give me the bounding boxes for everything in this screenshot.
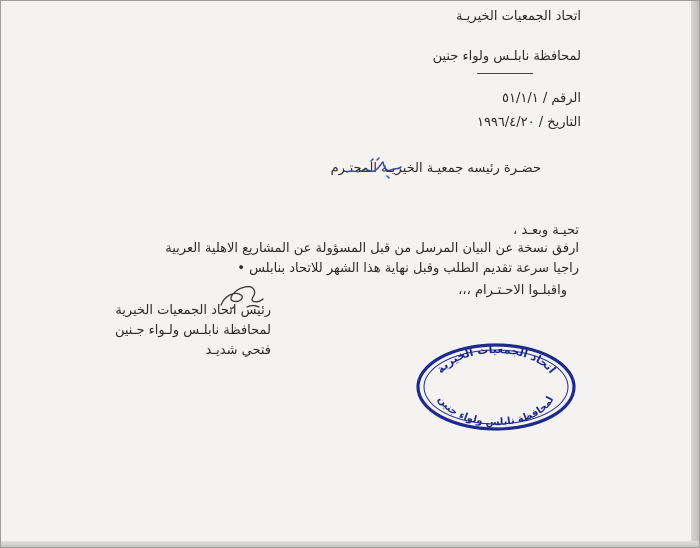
header-governorate: لمحافظة نابلـس ولواء جنين [432, 49, 581, 64]
official-stamp [415, 341, 577, 431]
signatory-name: فتحي شديـد [205, 343, 271, 358]
reference-date: التاريخ / ١٩٩٦/٤/٢٠ [476, 115, 581, 130]
salutation-line: حضـرة رئيسه جمعيـة الخيريـة المحتـرم [330, 161, 541, 176]
greeting-line: تحيـة وبعـد ، [513, 223, 579, 238]
body-line-2: راجيا سرعة تقديم الطلب وقبل نهاية هذا الشهر للاتحاد بنابلس • [237, 261, 579, 276]
reference-number: الرقم / ٥١/١/١ [502, 91, 581, 106]
svg-text:اتحاد الجمعيات الخيرية [434, 343, 559, 376]
stamp-bottom-text: لمحافظة نابلس ولواء جنين [435, 394, 557, 429]
body-line-1: ارفق نسخة عن البيان المرسل من قبل المسؤولة عن المشاريع الاهلية العربية [165, 241, 579, 256]
header-underline [477, 73, 533, 74]
paper-edge-bottom [1, 541, 700, 547]
signature-governorate: لمحافظة نابلـس ولـواء جـنين [114, 323, 271, 338]
signature-title: رئيس اتحاد الجمعيات الخيرية [115, 303, 271, 318]
stamp-top-text: اتحاد الجمعيات الخيرية [433, 342, 559, 376]
closing-line: واقبلـوا الاحـتـرام ،،، [458, 283, 567, 298]
header-organization: اتحاد الجمعيات الخيريـة [456, 9, 581, 24]
paper-edge-right [691, 1, 699, 548]
handwritten-association-name [343, 155, 405, 179]
